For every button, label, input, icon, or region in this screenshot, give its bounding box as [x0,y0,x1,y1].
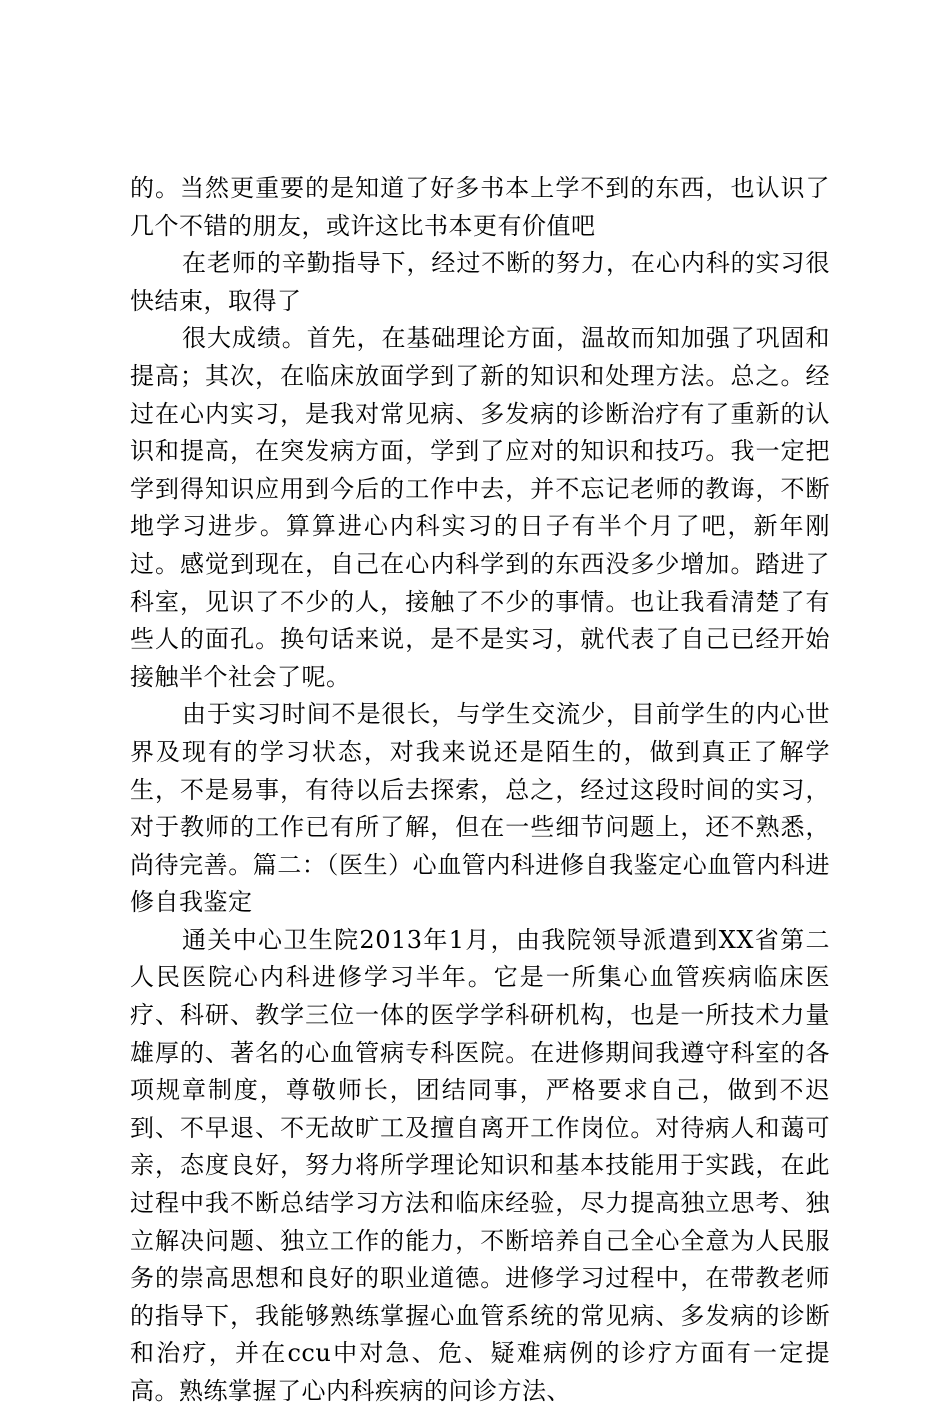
paragraph-3: 很大成绩。首先，在基础理论方面，温故而知加强了巩固和提高；其次，在临床放面学到了新的知识和处理方法。总之。经过在心内实习，是我对常见病、多发病的诊断治疗有了重新的认识和提高，在突发病方面，学到了应对的知识和技巧。我一定把学到得知识应用到今后的工作中去，并不忘记老师的教诲，不断地学习进步。算算进心内科实习的日子有半个月了吧，新年刚过。感觉到现在，自己在心内科学到的东西没多少增加。踏进了科室，见识了不少的人，接触了不少的事情。也让我看清楚了有些人的面孔。换句话来说，是不是实习，就代表了自己已经开始接触半个社会了呢。 [130,324,830,691]
document-body [130,170,830,1411]
paragraph-4: 由于实习时间不是很长，与学生交流少，目前学生的内心世界及现有的学习状态，对我来说还是陌生的，做到真正了解学生，不是易事，有待以后去探索，总之，经过这段时间的实习，对于教师的工作已有所了解，但在一些细节问题上，还不熟悉，尚待完善。篇二：（医生）心血管内科进修自我鉴定心血管内科进修自我鉴定 [130,700,830,917]
paragraph-2: 在老师的辛勤指导下，经过不断的努力，在心内科的实习很快结束，取得了 [130,249,830,315]
paragraph-1: 的。当然更重要的是知道了好多书本上学不到的东西，也认识了几个不错的朋友，或许这比书本更有价值吧 [130,174,830,240]
paragraph-5: 通关中心卫生院2013年1月，由我院领导派遣到XX省第二人民医院心内科进修学习半年。它是一所集心血管疾病临床医疗、科研、教学三位一体的医学学科研机构，也是一所技术力量雄厚的、著名的心血管病专科医院。在进修期间我遵守科室的各项规章制度，尊敬师长，团结同事，严格要求自己，做到不迟到、不早退、不无故旷工及擅自离开工作岗位。对待病人和蔼可亲，态度良好，努力将所学理论知识和基本技能用于实践，在此过程中我不断总结学习方法和临床经验，尽力提高独立思考、独立解决问题、独立工作的能力，不断培养自己全心全意为人民服务的崇高思想和良好的职业道德。进修学习过程中，在带教老师的指导下，我能够熟练掌握心血管系统的常见病、多发病的诊断和治疗，并在ccu中对急、危、疑难病例的诊疗方面有一定提高。熟练掌握了心内科疾病的问诊方法、 [130,925,830,1405]
